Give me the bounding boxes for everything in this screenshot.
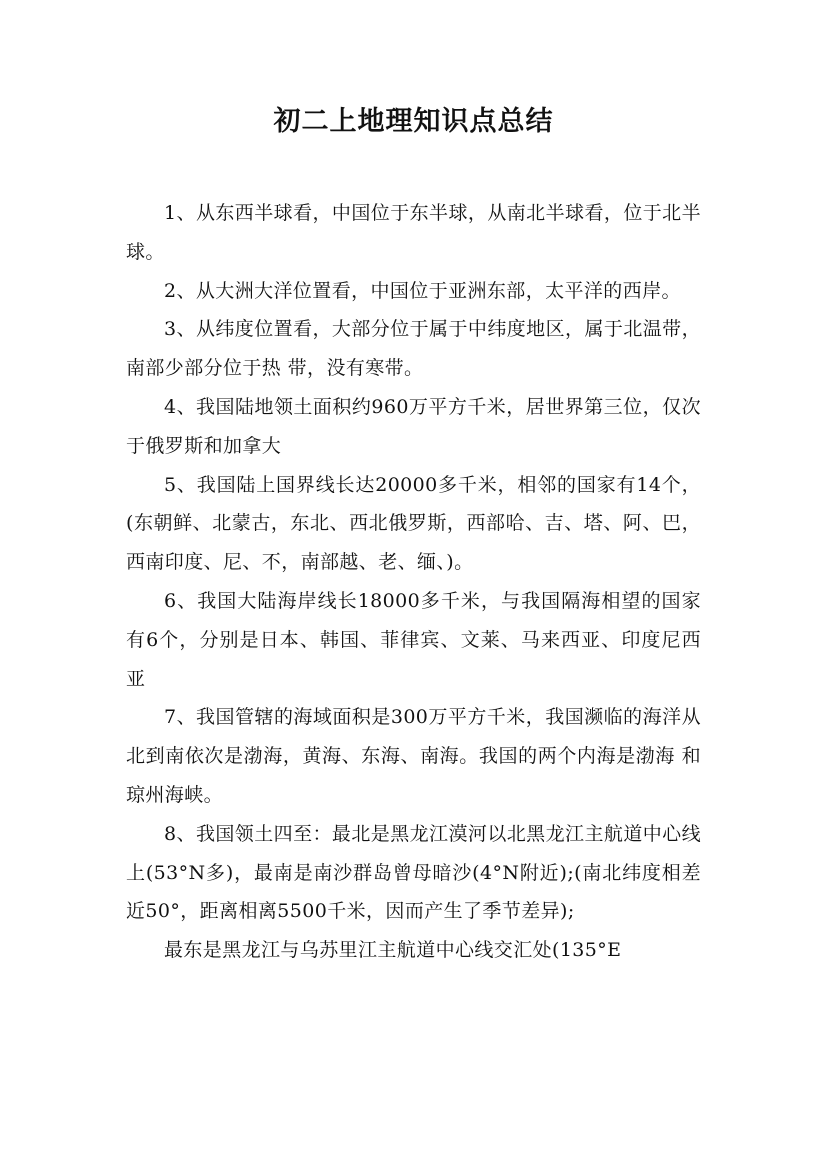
paragraph-6: 6、我国大陆海岸线长18000多千米，与我国隔海相望的国家有6个，分别是日本、韩国、菲律宾、文莱、马来西亚、印度尼西亚: [126, 589, 701, 690]
paragraph-8: 8、我国领土四至：最北是黑龙江漠河以北黑龙江主航道中心线上(53°N多)，最南是南沙群岛曾母暗沙(4°N附近);(南北纬度相差近50°，距离相离5500千米，因而产生了季节差异);: [126, 822, 701, 923]
paragraph-9: 最东是黑龙江与乌苏里江主航道中心线交汇处(135°E: [164, 939, 622, 962]
paragraph-4: 4、我国陆地领土面积约960万平方千米，居世界第三位，仅次于俄罗斯和加拿大: [126, 395, 701, 457]
paragraph-1: 1、从东西半球看，中国位于东半球，从南北半球看，位于北半球。: [126, 202, 701, 263]
document-body: [126, 194, 701, 970]
paragraph-7: 7、我国管辖的海域面积是300万平方千米，我国濒临的海洋从北到南依次是渤海，黄海、东海、南海。我国的两个内海是渤海 和 琼州海峡。: [126, 706, 701, 806]
page-title: 初二上地理知识点总结: [273, 106, 554, 137]
paragraph-3: 3、从纬度位置看，大部分位于属于中纬度地区，属于北温带，南部少部分位于热 带，没有寒带。: [126, 318, 701, 380]
paragraph-2: 2、从大洲大洋位置看，中国位于亚洲东部，太平洋的西岸。: [164, 279, 681, 302]
paragraph-5: 5、我国陆上国界线长达20000多千米，相邻的国家有14个，(东朝鲜、北蒙古，东北、西北俄罗斯，西部哈、吉、塔、阿、巴，西南印度、尼、不，南部越、老、缅、)。: [126, 473, 701, 574]
